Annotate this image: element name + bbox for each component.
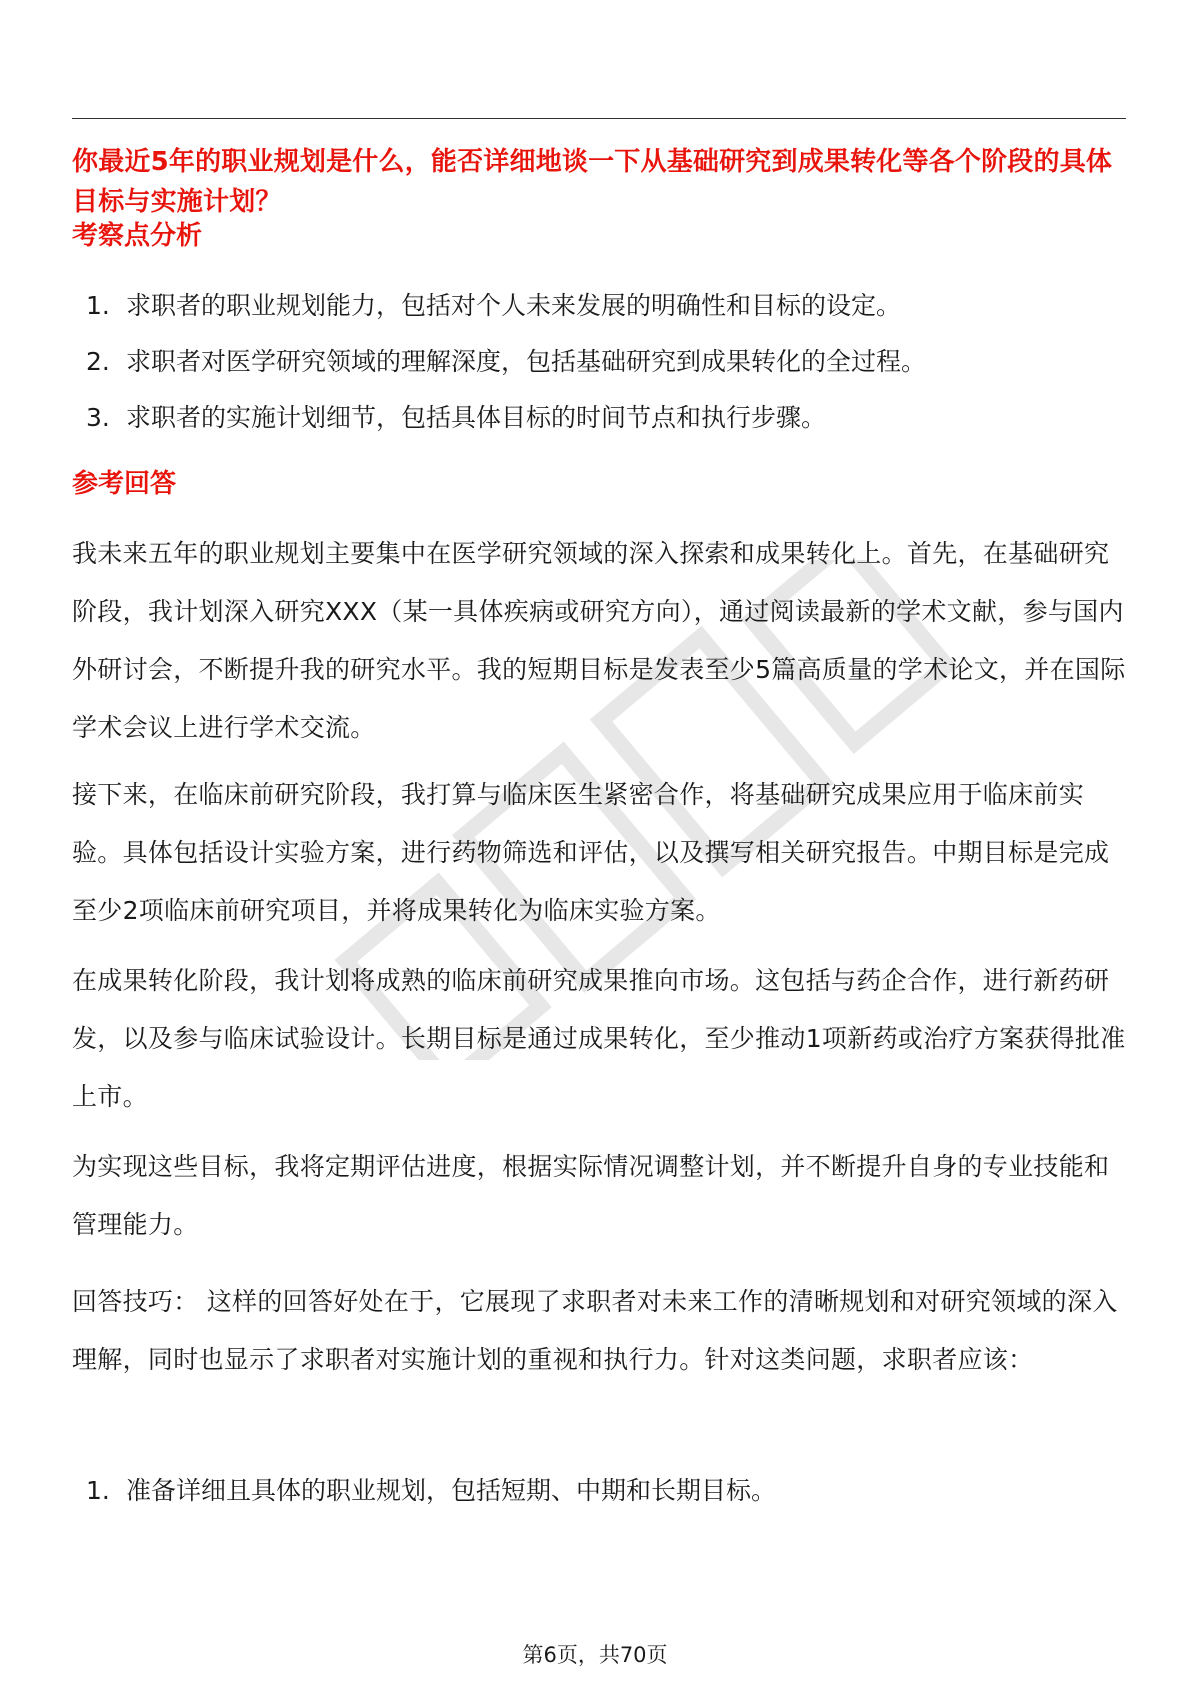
list-item-text: 求职者对医学研究领域的理解深度，包括基础研究到成果转化的全过程。 <box>126 347 927 376</box>
list-item-number: 1. <box>86 1476 110 1505</box>
analysis-heading: 考察点分析 <box>72 221 203 251</box>
answer-paragraph-2: 接下来，在临床前研究阶段，我打算与临床医生紧密合作，将基础研究成果应用于临床前实验。具体包括设计实验方案，进行药物筛选和评估，以及撰写相关研究报告。中期目标是完成至少2项临床前研究项目，并将成果转化为临床实验方案。 <box>72 780 1110 925</box>
question-title: 你最近5年的职业规划是什么，能否详细地谈一下从基础研究到成果转化等各个阶段的具体目标与实施计划？ <box>72 147 1113 217</box>
list-item-text: 求职者的职业规划能力，包括对个人未来发展的明确性和目标的设定。 <box>126 291 902 320</box>
list-item-number: 3. <box>86 403 110 432</box>
list-item <box>86 1473 1126 1509</box>
answer-tips-paragraph: 回答技巧： 这样的回答好处在于，它展现了求职者对未来工作的清晰规划和对研究领域的深入理解，同时也显示了求职者对实施计划的重视和执行力。针对这类问题，求职者应该： <box>72 1287 1118 1374</box>
list-item-text: 准备详细且具体的职业规划，包括短期、中期和长期目标。 <box>126 1476 777 1505</box>
answer-heading: 参考回答 <box>72 469 177 499</box>
list-item <box>86 400 1126 436</box>
page-number-footer: 第6页，共70页 <box>522 1643 668 1667</box>
answer-paragraph-4: 为实现这些目标，我将定期评估进度，根据实际情况调整计划，并不断提升自身的专业技能和管理能力。 <box>72 1152 1110 1239</box>
answer-paragraph-3: 在成果转化阶段，我计划将成熟的临床前研究成果推向市场。这包括与药企合作，进行新药研发，以及参与临床试验设计。长期目标是通过成果转化，至少推动1项新药或治疗方案获得批准上市。 <box>72 966 1126 1111</box>
list-item <box>86 344 1126 380</box>
list-item-number: 2. <box>86 347 110 376</box>
top-divider <box>72 118 1126 119</box>
tips-list <box>86 1473 1126 1529</box>
list-item-text: 求职者的实施计划细节，包括具体目标的时间节点和执行步骤。 <box>126 403 827 432</box>
analysis-list <box>86 288 1126 456</box>
list-item <box>86 288 1126 324</box>
answer-paragraph-1: 我未来五年的职业规划主要集中在医学研究领域的深入探索和成果转化上。首先，在基础研究阶段，我计划深入研究XXX（某一具体疾病或研究方向），通过阅读最新的学术文献，参与国内外研讨会，不断提升我的研究水平。我的短期目标是发表至少5篇高质量的学术论文，并在国际学术会议上进行学术交流。 <box>72 539 1126 742</box>
list-item-number: 1. <box>86 291 110 320</box>
